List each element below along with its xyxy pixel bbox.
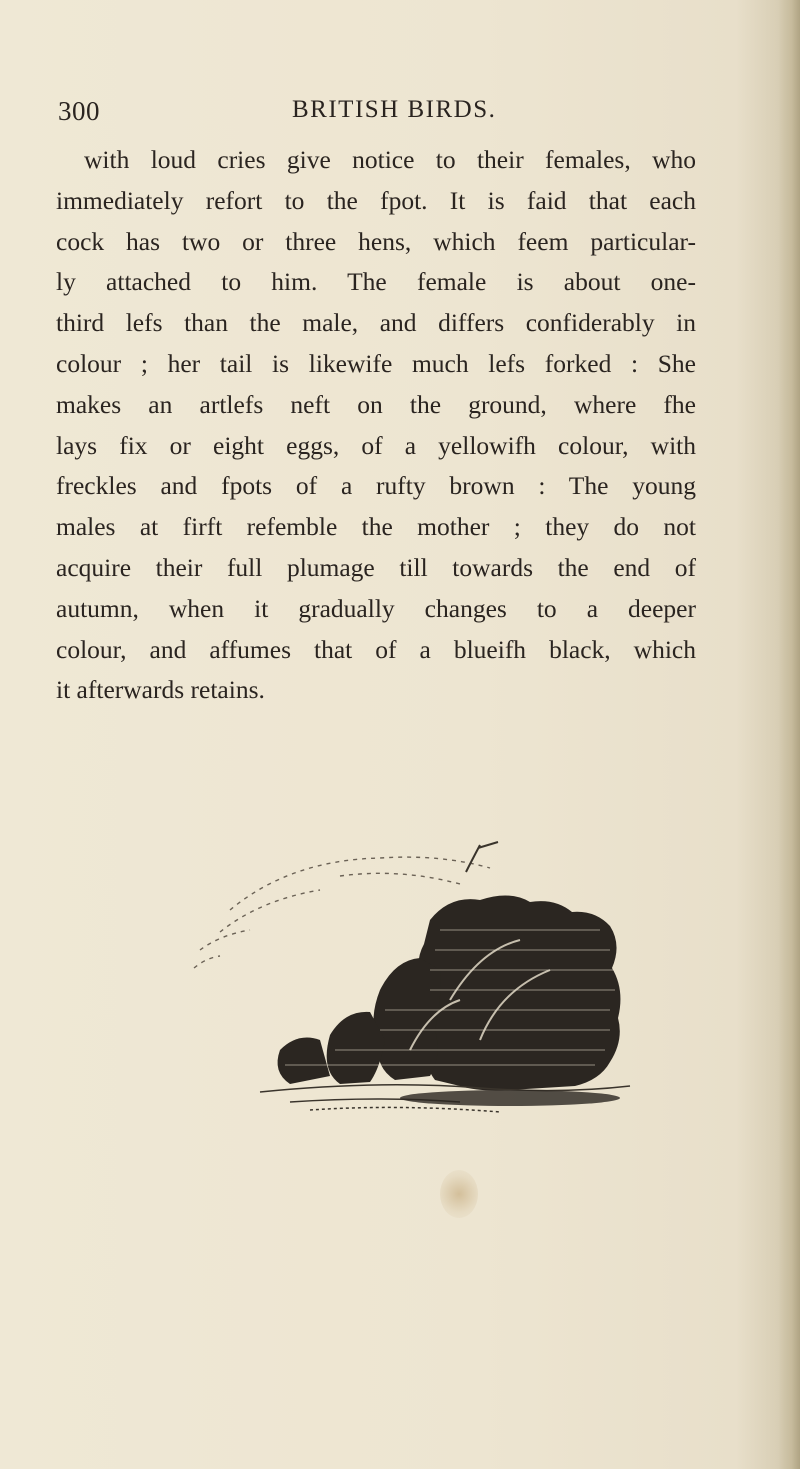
bird-mark [466, 842, 498, 872]
text-line: colour ; her tail is likewife much lefs forked : She [56, 348, 696, 378]
text-line: lays fix or eight eggs, of a yellowifh colour, with [56, 430, 696, 460]
text-line: autumn, when it gradually changes to a deeper [56, 593, 696, 623]
foliage-mass [278, 895, 621, 1090]
body-paragraph [56, 140, 696, 711]
page-header [58, 92, 698, 132]
paper-stain [440, 1170, 478, 1218]
text-line: immediately refort to the fpot. It is faid that each [56, 185, 696, 215]
text-line: freckles and fpots of a rufty brown : The young [56, 471, 696, 501]
ground-shadow [400, 1090, 620, 1106]
text-line: colour, and affumes that of a blueifh black, which [56, 634, 696, 664]
page-edge-shadow [778, 0, 800, 1469]
tailpiece-engraving [180, 840, 660, 1180]
text-line: with loud cries give notice to their females, who [84, 145, 696, 174]
text-line: acquire their full plumage till towards the end of [56, 552, 696, 582]
page-number: 300 [58, 96, 100, 126]
text-line: third lefs than the male, and differs confiderably in [56, 308, 696, 338]
text-line: makes an artlefs neft on the ground, where fhe [56, 389, 696, 419]
text-line: ly attached to him. The female is about one- [56, 267, 696, 297]
running-head: BRITISH BIRDS. [292, 96, 497, 123]
text-line: males at firft refemble the mother ; they do not [56, 512, 696, 542]
text-line: it afterwards retains. [56, 675, 265, 705]
text-line: cock has two or three hens, which feem particular- [56, 226, 696, 256]
